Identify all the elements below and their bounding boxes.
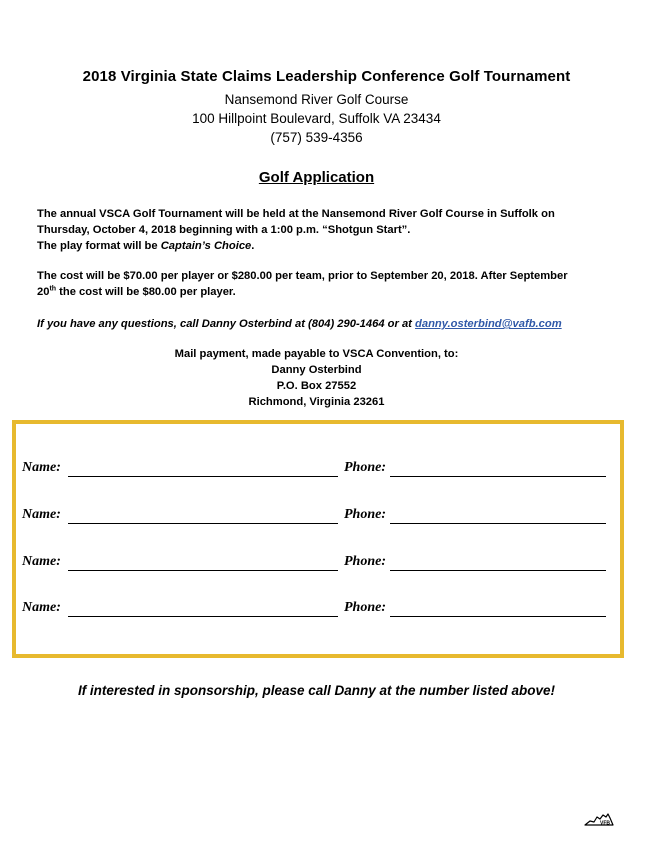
email-link[interactable]: danny.osterbind@vafb.com: [415, 318, 562, 330]
mail-payment-block: [0, 346, 633, 410]
mail-po-box: P.O. Box 27552: [276, 380, 357, 392]
virginia-outline-logo-icon: [584, 812, 614, 828]
phone-field-2[interactable]: [390, 523, 606, 524]
cost-line-1: The cost will be $70.00 per player or $280.00 per team, prior to September 20, 2018. After September: [37, 270, 568, 282]
registration-form-box: [12, 420, 624, 658]
phone-label: Phone:: [344, 507, 386, 522]
sponsorship-note: If interested in sponsorship, please call Danny at the number listed above!: [77, 683, 556, 698]
player-row-4: [22, 600, 608, 620]
play-format-value: Captain’s Choice: [160, 240, 252, 252]
mail-recipient: Danny Osterbind: [271, 364, 362, 376]
name-label: Name:: [22, 460, 61, 475]
mail-instructions: Mail payment, made payable to VSCA Convention, to:: [174, 348, 459, 360]
questions-paragraph: If you have any questions, call Danny Osterbind at (804) 290-1464 or at danny.osterbind@vafb.com: [37, 318, 562, 330]
details-line-1: The annual VSCA Golf Tournament will be held at the Nansemond River Golf Course in Suffolk on: [37, 208, 555, 220]
phone-label: Phone:: [344, 600, 386, 615]
venue-address: 100 Hillpoint Boulevard, Suffolk VA 23434: [192, 111, 441, 126]
logo-text: VFB: [600, 820, 610, 827]
venue-name: Nansemond River Golf Course: [224, 92, 409, 107]
phone-field-4[interactable]: [390, 616, 606, 617]
name-label: Name:: [22, 554, 61, 569]
document-title: 2018 Virginia State Claims Leadership Conference Golf Tournament: [82, 68, 571, 85]
player-row-1: [22, 460, 608, 480]
name-field-1[interactable]: [68, 476, 338, 477]
details-line-2: Thursday, October 4, 2018 beginning with a 1:00 p.m. “Shotgun Start”.: [37, 224, 411, 236]
name-field-4[interactable]: [68, 616, 338, 617]
phone-label: Phone:: [344, 460, 386, 475]
cost-paragraph: [37, 268, 597, 300]
application-heading: Golf Application: [258, 169, 375, 186]
name-label: Name:: [22, 507, 61, 522]
mail-city: Richmond, Virginia 23261: [248, 396, 385, 408]
name-label: Name:: [22, 600, 61, 615]
name-field-3[interactable]: [68, 570, 338, 571]
phone-label: Phone:: [344, 554, 386, 569]
play-format-line: The play format will be Captain’s Choice.: [37, 240, 255, 252]
cost-line-2: 20th the cost will be $80.00 per player.: [37, 285, 236, 298]
phone-field-3[interactable]: [390, 570, 606, 571]
tournament-details-paragraph: [37, 206, 597, 254]
player-row-2: [22, 507, 608, 527]
venue-phone: (757) 539-4356: [270, 130, 363, 145]
name-field-2[interactable]: [68, 523, 338, 524]
player-row-3: [22, 554, 608, 574]
phone-field-1[interactable]: [390, 476, 606, 477]
